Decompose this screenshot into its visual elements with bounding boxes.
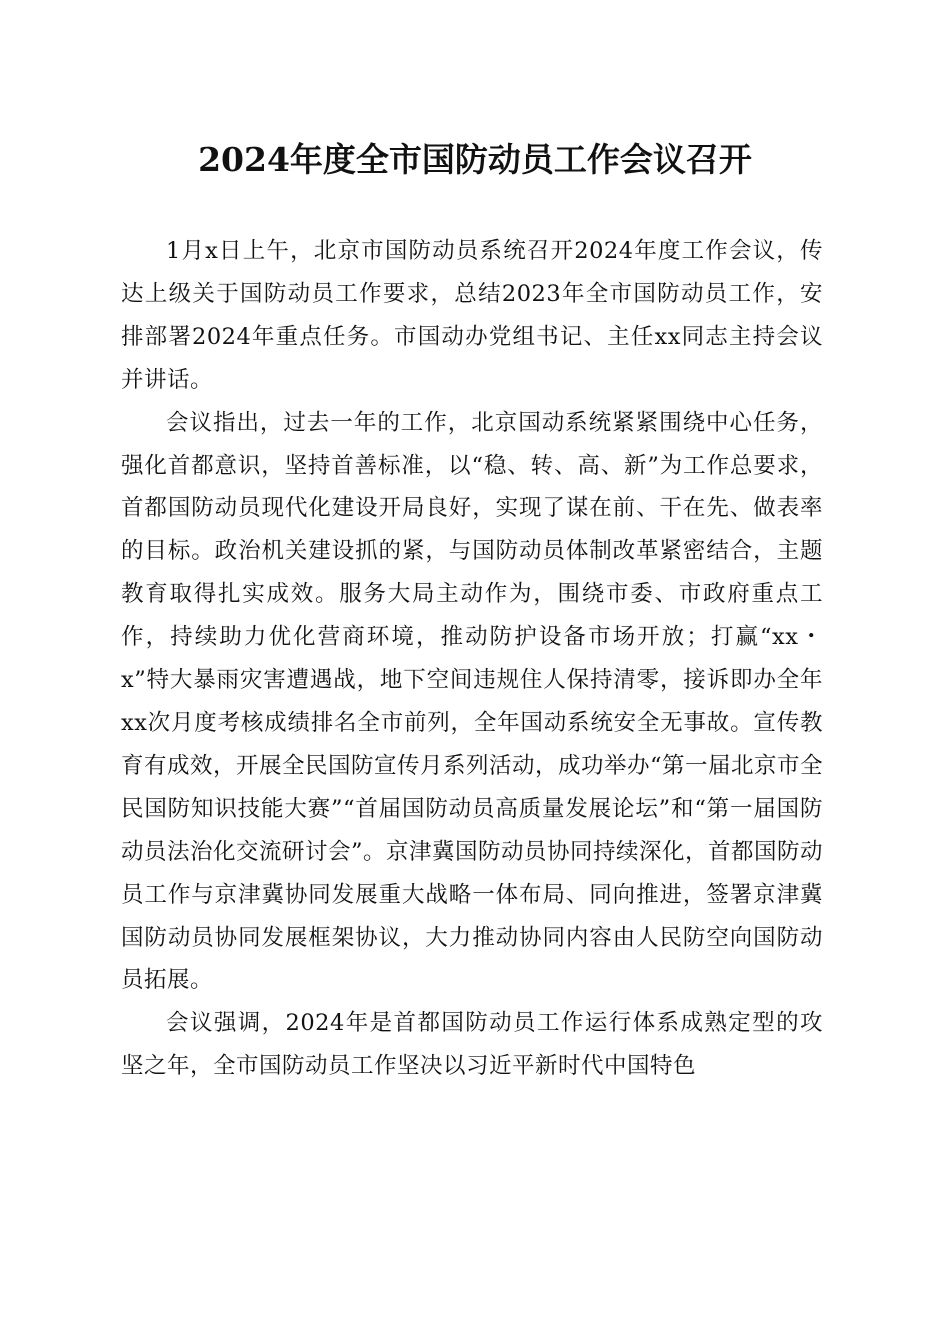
paragraph-3: 会议强调，2024年是首都国防动员工作运行体系成熟定型的攻坚之年，全市国防动员工作坚决以习近平新时代中国特色 [121, 1010, 823, 1080]
paragraph-1: 1月x日上午，北京市国防动员系统召开2024年度工作会议，传达上级关于国防动员工作要求，总结2023年全市国防动员工作，安排部署2024年重点任务。市国动办党组书记、主任xx同志主持会议并讲话。 [121, 238, 823, 393]
paragraph-2: 会议指出，过去一年的工作，北京国动系统紧紧围绕中心任务，强化首都意识，坚持首善标准，以“稳、转、高、新”为工作总要求，首都国防动员现代化建设开局良好，实现了谋在前、干在先、做表率的目标。政治机关建设抓的紧，与国防动员体制改革紧密结合，主题教育取得扎实成效。服务大局主动作为，围绕市委、市政府重点工作，持续助力优化营商环境，推动防护设备市场开放；打赢“xx・x”特大暴雨灾害遭遇战，地下空间违规住人保持清零，接诉即办全年xx次月度考核成绩排名全市前列，全年国动系统安全无事故。宣传教育有成效，开展全民国防宣传月系列活动，成功举办“第一届北京市全民国防知识技能大赛”“首届国防动员高质量发展论坛”和“第一届国防动员法治化交流研讨会”。京津冀国防动员协同持续深化，首都国防动员工作与京津冀协同发展重大战略一体布局、同向推进，签署京津冀国防动员协同发展框架协议，大力推动协同内容由人民防空向国防动员拓展。 [121, 409, 824, 994]
document-body [121, 230, 823, 1088]
document-title: 2024年度全市国防动员工作会议召开 [198, 140, 752, 179]
